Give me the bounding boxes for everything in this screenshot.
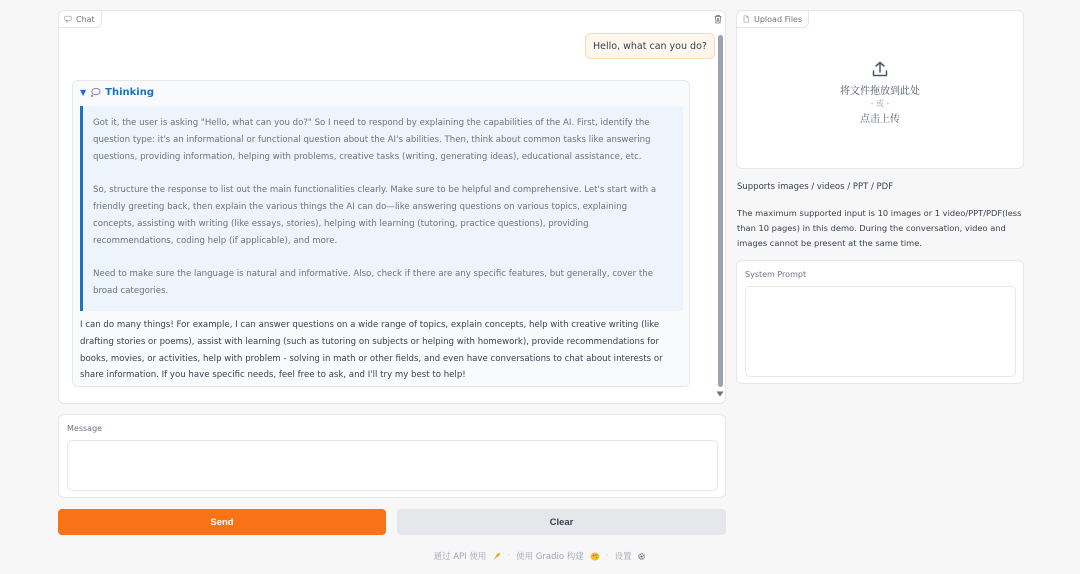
- chat-tab-text: Chat: [76, 14, 95, 24]
- chat-panel: [58, 10, 726, 404]
- gradio-link[interactable]: 使用 Gradio 构建: [516, 552, 584, 562]
- gradio-logo-icon: [590, 552, 600, 561]
- upload-click-text[interactable]: 点击上传: [860, 114, 900, 125]
- upload-drop-text: 将文件拖放到此处: [840, 86, 920, 97]
- api-link[interactable]: 通过 API 使用: [433, 552, 487, 562]
- system-prompt-label: System Prompt: [745, 270, 807, 279]
- upload-tab-text: Upload Files: [754, 14, 803, 24]
- upload-or-text: - 或 -: [870, 99, 890, 108]
- upload-dropzone[interactable]: [737, 28, 1023, 168]
- message-panel: [58, 414, 726, 498]
- thinking-paragraph: Need to make sure the language is natural and informative. Also, check if there are any specific features, but generally, cover the broad categories.: [93, 269, 654, 296]
- user-message: Hello, what can you do?: [585, 33, 715, 59]
- message-label: Message: [67, 424, 103, 433]
- footer-separator: ·: [605, 551, 609, 561]
- trash-icon[interactable]: [713, 14, 723, 24]
- answer-text: I can do many things! For example, I can answer questions on a wide range of topics, explain concepts, help with creative writing (like drafting stories or poems), assist with learning (such as tutoring on subjects or helping with homework), provide recommendations for books, movies, or activities, help with problem - solving in math or other fields, and even have conversations to chat about interests or share information. If you have specific needs, feel free to ask, and I'll try my best to help!: [80, 320, 663, 381]
- footer-separator: ·: [507, 551, 511, 561]
- system-prompt-input[interactable]: [745, 286, 1016, 377]
- chat-tab-label: [59, 11, 102, 28]
- thinking-content: [80, 106, 683, 311]
- system-prompt-panel: [736, 260, 1024, 384]
- upload-panel: [736, 10, 1024, 169]
- thinking-label: Thinking: [105, 87, 154, 98]
- chat-scroll-thumb[interactable]: [718, 35, 723, 387]
- collapse-triangle-icon: ▼: [80, 88, 87, 97]
- max-input-text: The maximum supported input is 10 images or 1 video/PPT/PDF(less than 10 pages) in this demo. During the conversation, video and images cannot be present at the same time.: [737, 208, 1022, 248]
- message-input[interactable]: [67, 440, 718, 491]
- scroll-down-arrow-icon[interactable]: [716, 391, 724, 397]
- upload-tab-label: [737, 11, 809, 28]
- rocket-icon: [492, 552, 501, 561]
- send-button[interactable]: Send: [58, 509, 386, 535]
- bot-message: [72, 80, 690, 387]
- thinking-paragraph: Got it, the user is asking "Hello, what can you do?" So I need to respond by explaining the capabilities of the AI. First, identify the question type: it's an informational or functional question about the AI's abilities. Then, think about common tasks like answering questions, providing information, helping with problems, creative tasks (writing, generating ideas), educational assistance, etc.: [93, 118, 651, 162]
- thought-bubble-icon: [90, 87, 101, 98]
- supports-text: Supports images / videos / PPT / PDF: [737, 182, 894, 192]
- footer: [0, 550, 1080, 562]
- upload-icon: [871, 60, 889, 78]
- thinking-toggle[interactable]: [80, 87, 154, 98]
- file-icon: [742, 15, 750, 23]
- clear-button[interactable]: Clear: [397, 509, 726, 535]
- chat-bubble-icon: [64, 15, 72, 23]
- thinking-paragraph: So, structure the response to list out the main functionalities clearly. Make sure to be helpful and comprehensive. Let's start with a friendly greeting back, then explain the various things the AI can do—like answering questions on various topics, explaining concepts, assisting with writing (like essays, stories), helping with learning (tutoring, practice questions), providing recommendations, coding help (if applicable), and more.: [93, 185, 657, 246]
- settings-link[interactable]: 设置: [614, 552, 632, 562]
- gear-icon: [637, 552, 646, 561]
